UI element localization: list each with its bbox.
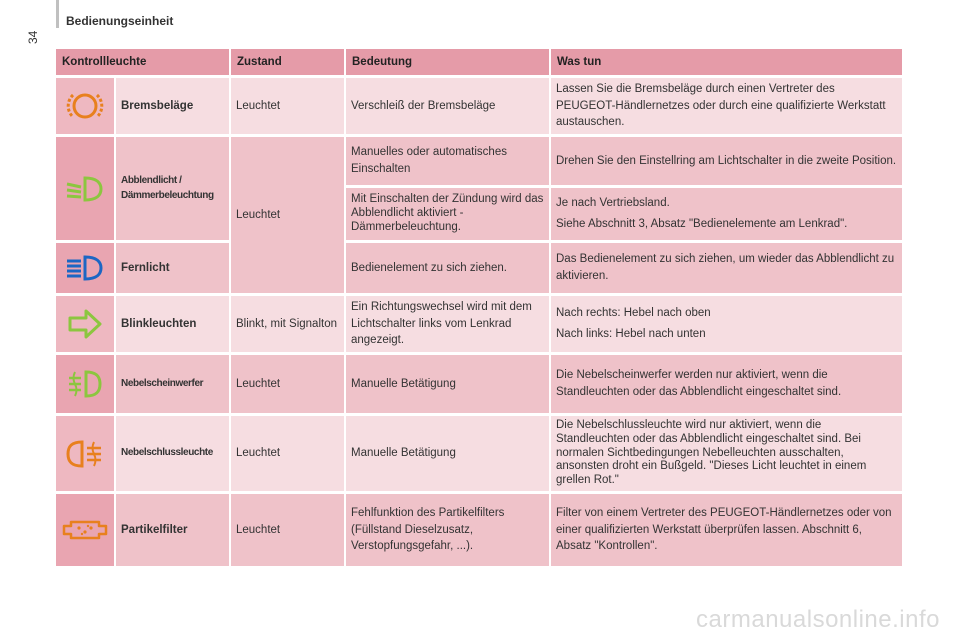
watermark-text: carmanualsonline.info xyxy=(696,606,940,633)
high-beam-icon xyxy=(56,243,116,293)
row-meaning: Bedienelement zu sich ziehen. xyxy=(346,243,551,293)
row-action: Drehen Sie den Einstellring am Lichtschalter in die zweite Position. xyxy=(551,137,902,185)
row-state: Blinkt, mit Signalton xyxy=(231,296,346,352)
header-accent-bar xyxy=(56,0,59,28)
table-header-row xyxy=(56,49,902,75)
row-action-line: Siehe Abschnitt 3, Absatz "Bedienelemente am Lenkrad". xyxy=(556,218,848,231)
row-meaning: Fehlfunktion des Partikelfilters (Füllstand Dieselzusatz, Verstopfungsgefahr, ...). xyxy=(346,494,551,566)
row-state: Leuchtet xyxy=(231,78,346,134)
table-row xyxy=(56,243,902,293)
row-state: Leuchtet xyxy=(231,355,346,413)
row-action: Filter von einem Vertreter des PEUGEOT-Händlernetzes oder von einer qualifizierten Werkstatt überprüfen lassen. Abschnitt 6, Absatz "Kontrollen". xyxy=(551,494,902,566)
row-meaning: Manuelles oder automatisches Einschalten xyxy=(346,137,551,185)
row-state: Leuchtet xyxy=(231,416,346,491)
row-action xyxy=(551,188,902,240)
header-meaning: Bedeutung xyxy=(346,49,551,75)
page-title: Bedienungseinheit xyxy=(66,14,174,28)
table-row xyxy=(56,416,902,491)
header-action: Was tun xyxy=(551,49,902,75)
row-state: Leuchtet xyxy=(231,494,346,566)
brake-pad-warning-icon xyxy=(56,78,116,134)
row-action: Die Nebelscheinwerfer werden nur aktiviert, wenn die Standleuchten oder das Abblendlicht eingeschaltet sind. xyxy=(551,355,902,413)
row-name-line1: Abblendlicht / xyxy=(121,175,182,187)
table-row xyxy=(56,355,902,413)
row-name: Nebelscheinwerfer xyxy=(116,355,231,413)
front-fog-light-icon xyxy=(56,355,116,413)
row-name: Bremsbeläge xyxy=(116,78,231,134)
row-state: Leuchtet xyxy=(231,137,346,293)
row-action: Lassen Sie die Bremsbeläge durch einen Vertreter des PEUGEOT-Händlernetzes oder durch eine qualifizierte Werkstatt austauschen. xyxy=(551,78,902,134)
row-name xyxy=(116,137,231,240)
table-row xyxy=(56,296,902,352)
row-name-line2: Dämmerbeleuchtung xyxy=(121,189,214,201)
row-meaning: Verschleiß der Bremsbeläge xyxy=(346,78,551,134)
row-action-line: Nach rechts: Hebel nach oben xyxy=(556,307,711,320)
header-state: Zustand xyxy=(231,49,346,75)
row-action xyxy=(551,296,902,352)
particle-filter-icon xyxy=(56,494,116,566)
row-action: Die Nebelschlussleuchte wird nur aktiviert, wenn die Standleuchten oder das Abblendlicht eingeschaltet sind. Bei normalen Sichtbedingungen Nebelleuchten ausschalten, ansonsten droht ein Bußgeld. "Dieses Licht leuchtet in einem grellen Rot." xyxy=(551,416,902,491)
row-meaning: Ein Richtungswechsel wird mit dem Lichtschalter links vom Lenkrad angezeigt. xyxy=(346,296,551,352)
header-warning-light: Kontrollleuchte xyxy=(56,49,231,75)
page-number: 34 xyxy=(26,30,40,44)
low-beam-icon xyxy=(56,137,116,240)
warning-lights-table xyxy=(56,46,902,569)
table-row xyxy=(56,494,902,566)
row-meaning: Manuelle Betätigung xyxy=(346,355,551,413)
rear-fog-light-icon xyxy=(56,416,116,491)
table-row xyxy=(56,78,902,134)
row-action: Das Bedienelement zu sich ziehen, um wieder das Abblendlicht zu aktivieren. xyxy=(551,243,902,293)
turn-signal-icon xyxy=(56,296,116,352)
table-row xyxy=(56,137,902,185)
row-name: Partikelfilter xyxy=(116,494,231,566)
row-name: Blinkleuchten xyxy=(116,296,231,352)
row-name: Nebelschlussleuchte xyxy=(116,416,231,491)
row-meaning: Manuelle Betätigung xyxy=(346,416,551,491)
row-action-line: Nach links: Hebel nach unten xyxy=(556,328,706,341)
row-action-line: Je nach Vertriebsland. xyxy=(556,197,670,210)
row-meaning: Mit Einschalten der Zündung wird das Abblendlicht aktiviert - Dämmerbeleuchtung. xyxy=(346,188,551,240)
row-name: Fernlicht xyxy=(116,243,231,293)
